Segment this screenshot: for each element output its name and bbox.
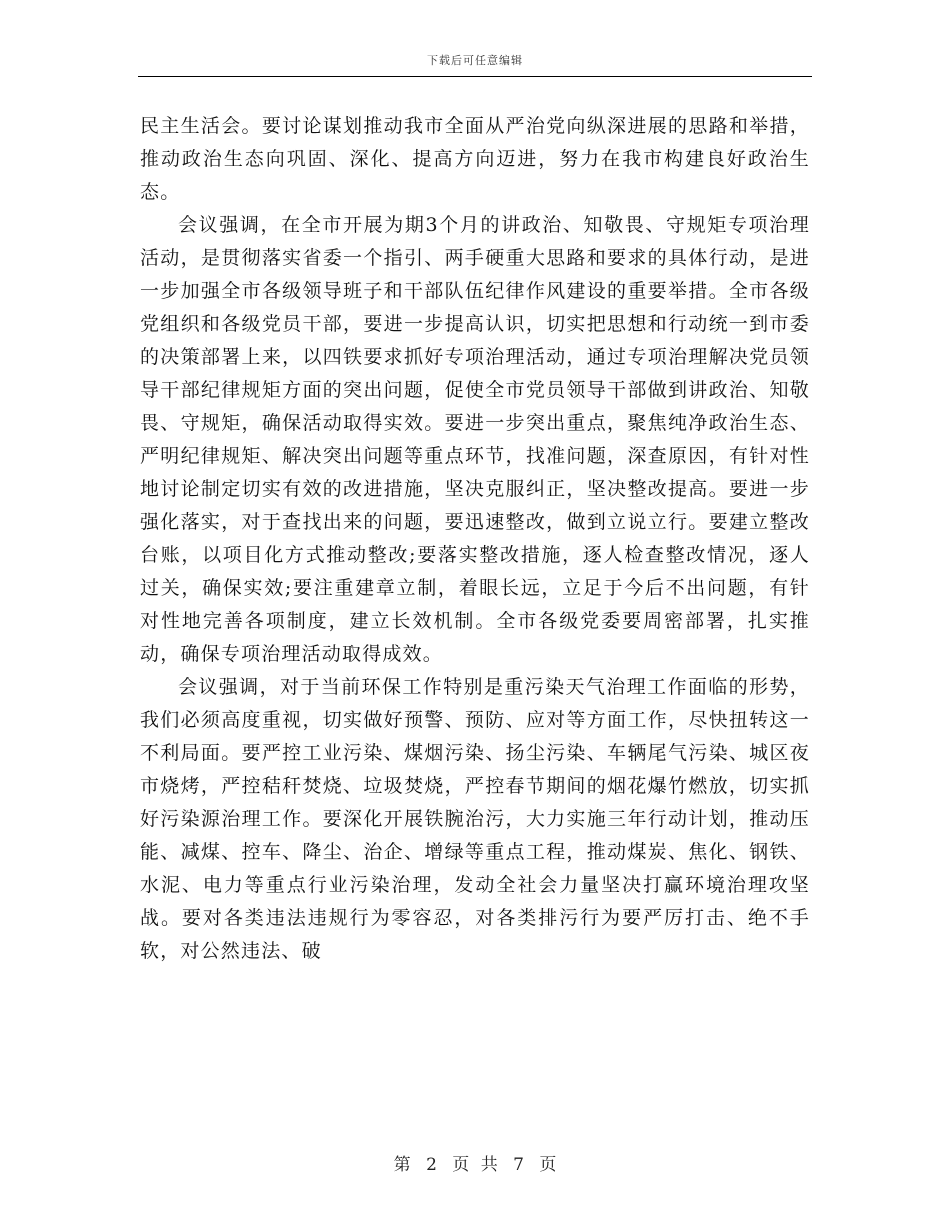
document-body [140,110,810,968]
page-footer [0,1150,950,1175]
paragraph-2: 会议强调，在全市开展为期3个月的讲政治、知敬畏、守规矩专项治理活动，是贯彻落实省委一个指引、两手硬重大思路和要求的具体行动，是进一步加强全市各级领导班子和干部队伍纪律作风建设的重要举措。全市各级党组织和各级党员干部，要进一步提高认识，切实把思想和行动统一到市委的决策部署上来，以四铁要求抓好专项治理活动，通过专项治理解决党员领导干部纪律规矩方面的突出问题，促使全市党员领导干部做到讲政治、知敬畏、守规矩，确保活动取得实效。要进一步突出重点，聚焦纯净政治生态、严明纪律规矩、解决突出问题等重点环节，找准问题，深查原因，有针对性地讨论制定切实有效的改进措施，坚决克服纠正，坚决整改提高。要进一步强化落实，对于查找出来的问题，要迅速整改，做到立说立行。要建立整改台账，以项目化方式推动整改;要落实整改措施，逐人检查整改情况，逐人过关，确保实效;要注重建章立制，着眼长远，立足于今后不出问题，有针对性地完善各项制度，建立长效机制。全市各级党委要周密部署，扎实推动，确保专项治理活动取得成效。 [140,214,810,665]
total-page-count: 7 [513,1155,524,1175]
paragraph-3: 会议强调，对于当前环保工作特别是重污染天气治理工作面临的形势，我们必须高度重视，切实做好预警、预防、应对等方面工作，尽快扭转这一不利局面。要严控工业污染、煤烟污染、扬尘污染、车辆尾气污染、城区夜市烧烤，严控秸秆焚烧、垃圾焚烧，严控春节期间的烟花爆竹燃放，切实抓好污染源治理工作。要深化开展铁腕治污，大力实施三年行动计划，推动压能、减煤、控车、降尘、治企、增绿等重点工程，推动煤炭、焦化、钢铁、水泥、电力等重点行业污染治理，发动全社会力量坚决打赢环境治理攻坚战。要对各类违法违规行为零容忍，对各类排污行为要严厉打击、绝不手软，对公然违法、破 [140,676,810,962]
footer-prefix: 第 [393,1155,411,1175]
page-header: 下载后可任意编辑 [427,54,523,67]
current-page-number: 2 [426,1155,437,1175]
header-divider [138,76,812,77]
footer-suffix: 页 [539,1155,557,1175]
paragraph-1: 民主生活会。要讨论谋划推动我市全面从严治党向纵深进展的思路和举措，推动政治生态向巩固、深化、提高方向迈进，努力在我市构建良好政治生态。 [140,115,810,203]
footer-middle: 页 共 [452,1155,498,1175]
